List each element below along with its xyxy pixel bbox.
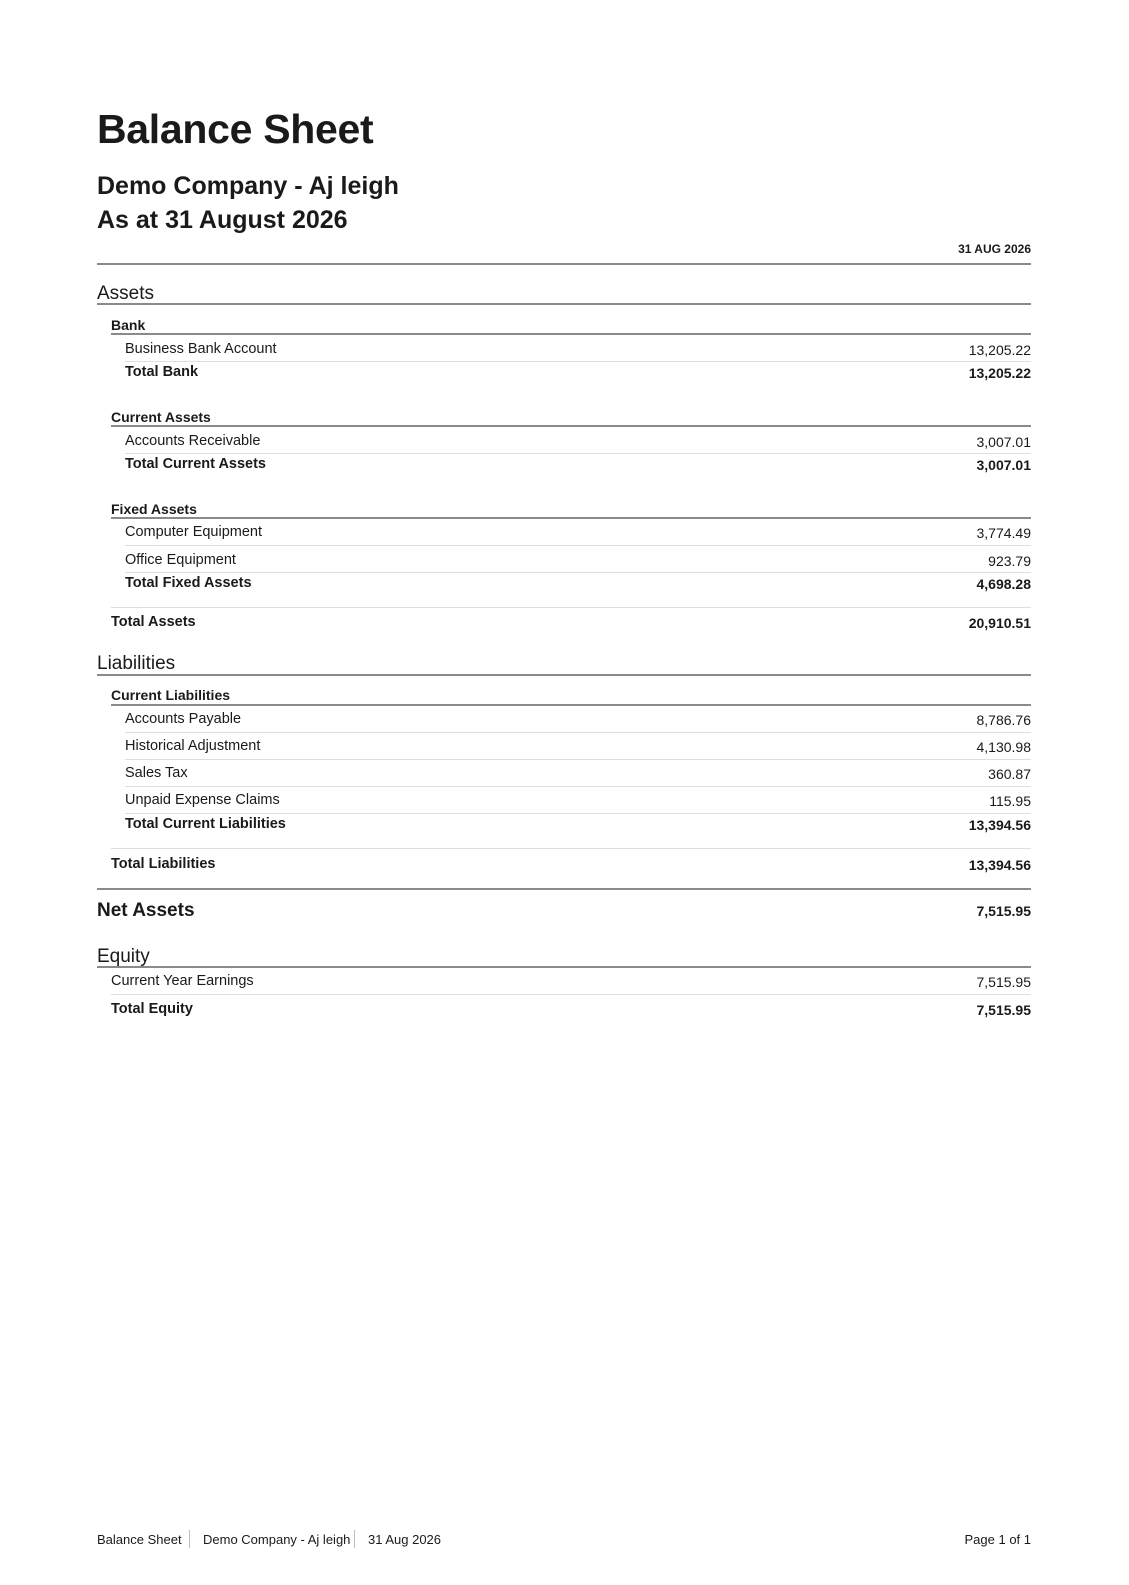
divider [111, 517, 1031, 519]
row-value: 115.95 [989, 793, 1031, 809]
divider [97, 303, 1031, 305]
total-value: 13,394.56 [968, 857, 1031, 873]
row-label: Historical Adjustment [125, 738, 261, 754]
divider [97, 888, 1031, 890]
row-label: Accounts Payable [125, 711, 242, 727]
footer-report-name: Balance Sheet [97, 1532, 182, 1547]
net-assets-label: Net Assets [97, 900, 195, 921]
total-value: 3,007.01 [976, 457, 1031, 473]
net-assets-value: 7,515.95 [976, 903, 1031, 919]
total-label: Total Bank [125, 364, 199, 380]
divider [111, 848, 1031, 849]
row-value: 3,774.49 [976, 525, 1031, 541]
row-value: 360.87 [988, 766, 1031, 782]
row-label: Computer Equipment [125, 524, 263, 540]
divider [111, 425, 1031, 427]
divider [125, 572, 1031, 573]
row-value: 923.79 [988, 553, 1031, 569]
total-label: Total Equity [111, 1001, 193, 1017]
report-title: Balance Sheet [97, 106, 374, 152]
group-heading-bank: Bank [111, 317, 146, 333]
divider [111, 607, 1031, 608]
row-label: Office Equipment [125, 552, 236, 568]
group-heading-current-liabilities: Current Liabilities [111, 687, 231, 703]
footer-company: Demo Company - Aj leigh [203, 1532, 351, 1547]
footer-date: 31 Aug 2026 [368, 1532, 442, 1547]
divider [125, 786, 1031, 787]
company-name: Demo Company - Aj leigh [97, 172, 399, 200]
footer-page-number: Page 1 of 1 [964, 1532, 1031, 1547]
divider [125, 759, 1031, 760]
divider [125, 545, 1031, 546]
total-label: Total Current Assets [125, 456, 266, 472]
divider [111, 704, 1031, 706]
row-label: Sales Tax [125, 765, 188, 781]
divider [125, 453, 1031, 454]
total-value: 20,910.51 [968, 615, 1031, 631]
row-value: 3,007.01 [976, 434, 1031, 450]
header-divider [97, 263, 1031, 265]
row-label: Business Bank Account [125, 341, 277, 357]
total-value: 13,205.22 [968, 365, 1031, 381]
column-header-date: 31 AUG 2026 [958, 242, 1031, 256]
total-label: Total Assets [111, 614, 196, 630]
group-heading-current-assets: Current Assets [111, 409, 211, 425]
footer-separator [354, 1530, 355, 1548]
section-heading-assets: Assets [97, 283, 155, 304]
total-label: Total Current Liabilities [125, 816, 286, 832]
divider [125, 732, 1031, 733]
row-value: 8,786.76 [976, 712, 1031, 728]
row-label: Current Year Earnings [111, 973, 254, 989]
group-heading-fixed-assets: Fixed Assets [111, 501, 197, 517]
report-date-subtitle: As at 31 August 2026 [97, 206, 348, 234]
footer-separator [189, 1530, 190, 1548]
divider [111, 994, 1031, 995]
total-value: 13,394.56 [968, 817, 1031, 833]
divider [97, 674, 1031, 676]
total-label: Total Liabilities [111, 856, 216, 872]
row-value: 13,205.22 [968, 342, 1031, 358]
row-value: 7,515.95 [976, 974, 1031, 990]
total-value: 4,698.28 [976, 576, 1031, 592]
row-value: 4,130.98 [976, 739, 1031, 755]
total-value: 7,515.95 [976, 1002, 1031, 1018]
section-heading-liabilities: Liabilities [97, 653, 176, 674]
row-label: Accounts Receivable [125, 433, 261, 449]
divider [97, 966, 1031, 968]
row-label: Unpaid Expense Claims [125, 792, 280, 808]
divider [125, 361, 1031, 362]
divider [125, 813, 1031, 814]
section-heading-equity: Equity [97, 946, 150, 967]
divider [111, 333, 1031, 335]
total-label: Total Fixed Assets [125, 575, 252, 591]
